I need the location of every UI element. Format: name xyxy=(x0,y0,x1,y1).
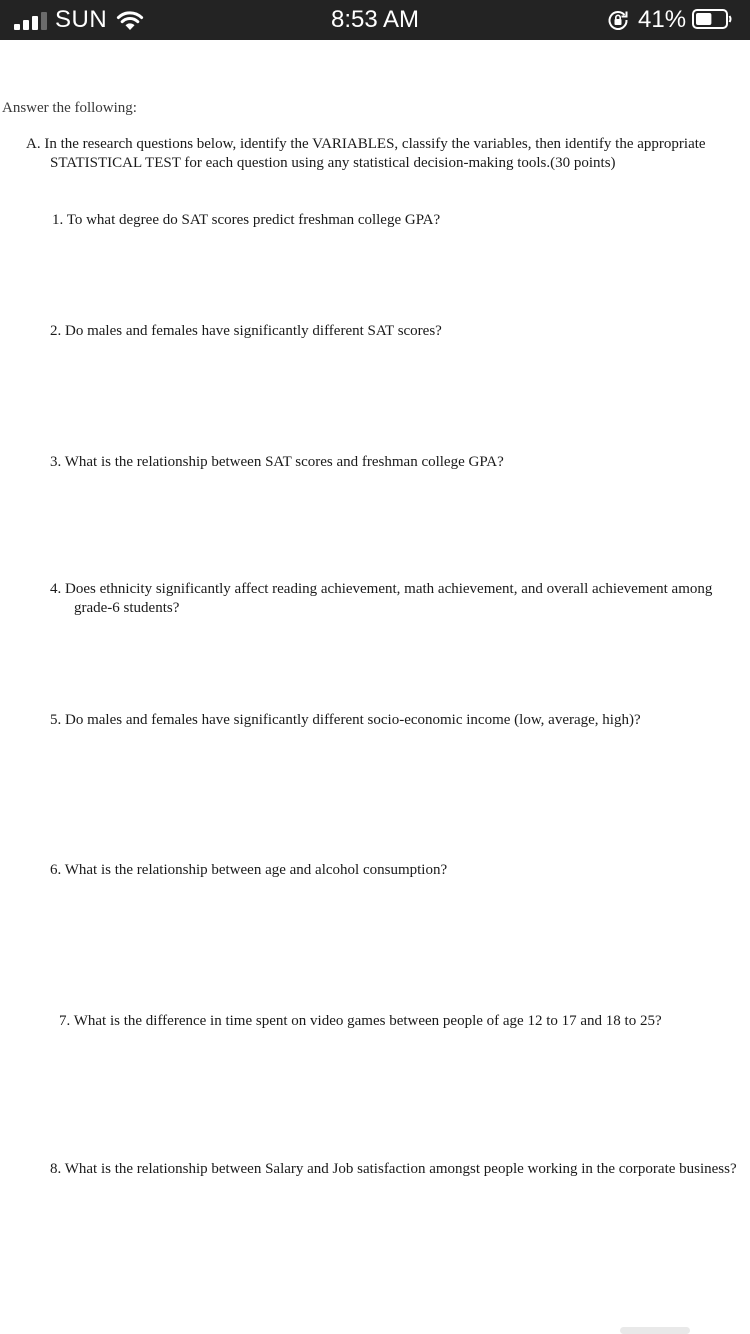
question-1: 1. To what degree do SAT scores predict freshman college GPA? xyxy=(52,212,441,228)
question-8: 8. What is the relationship between Salary and Job satisfaction amongst people working in the corporate business? xyxy=(50,1161,737,1177)
question-5: 5. Do males and females have significantly different socio-economic income (low, average, high)? xyxy=(50,712,641,728)
question-4: 4. Does ethnicity significantly affect reading achievement, math achievement, and overall achievement among grade-6 students? xyxy=(50,581,713,616)
instruction-text: A. In the research questions below, identify the VARIABLES, classify the variables, then identify the appropriate STATISTICAL TEST for each question using any statistical decision-making tools.(30 points) xyxy=(26,136,706,171)
question-3: 3. What is the relationship between SAT scores and freshman college GPA? xyxy=(50,454,504,470)
question-6: 6. What is the relationship between age and alcohol consumption? xyxy=(50,862,448,878)
rotation-lock-icon xyxy=(607,9,629,31)
status-bar xyxy=(0,0,750,40)
page-heading: Answer the following: xyxy=(2,100,137,116)
home-indicator[interactable] xyxy=(620,1327,690,1334)
carrier-name: SUN xyxy=(55,6,108,33)
clock: 8:53 AM xyxy=(330,6,420,33)
question-2: 2. Do males and females have significantly different SAT scores? xyxy=(50,323,442,339)
battery-icon xyxy=(692,9,732,29)
question-7: 7. What is the difference in time spent on video games between people of age 12 to 17 and 18 to 25? xyxy=(59,1013,662,1029)
battery-percent: 41% xyxy=(638,6,687,33)
